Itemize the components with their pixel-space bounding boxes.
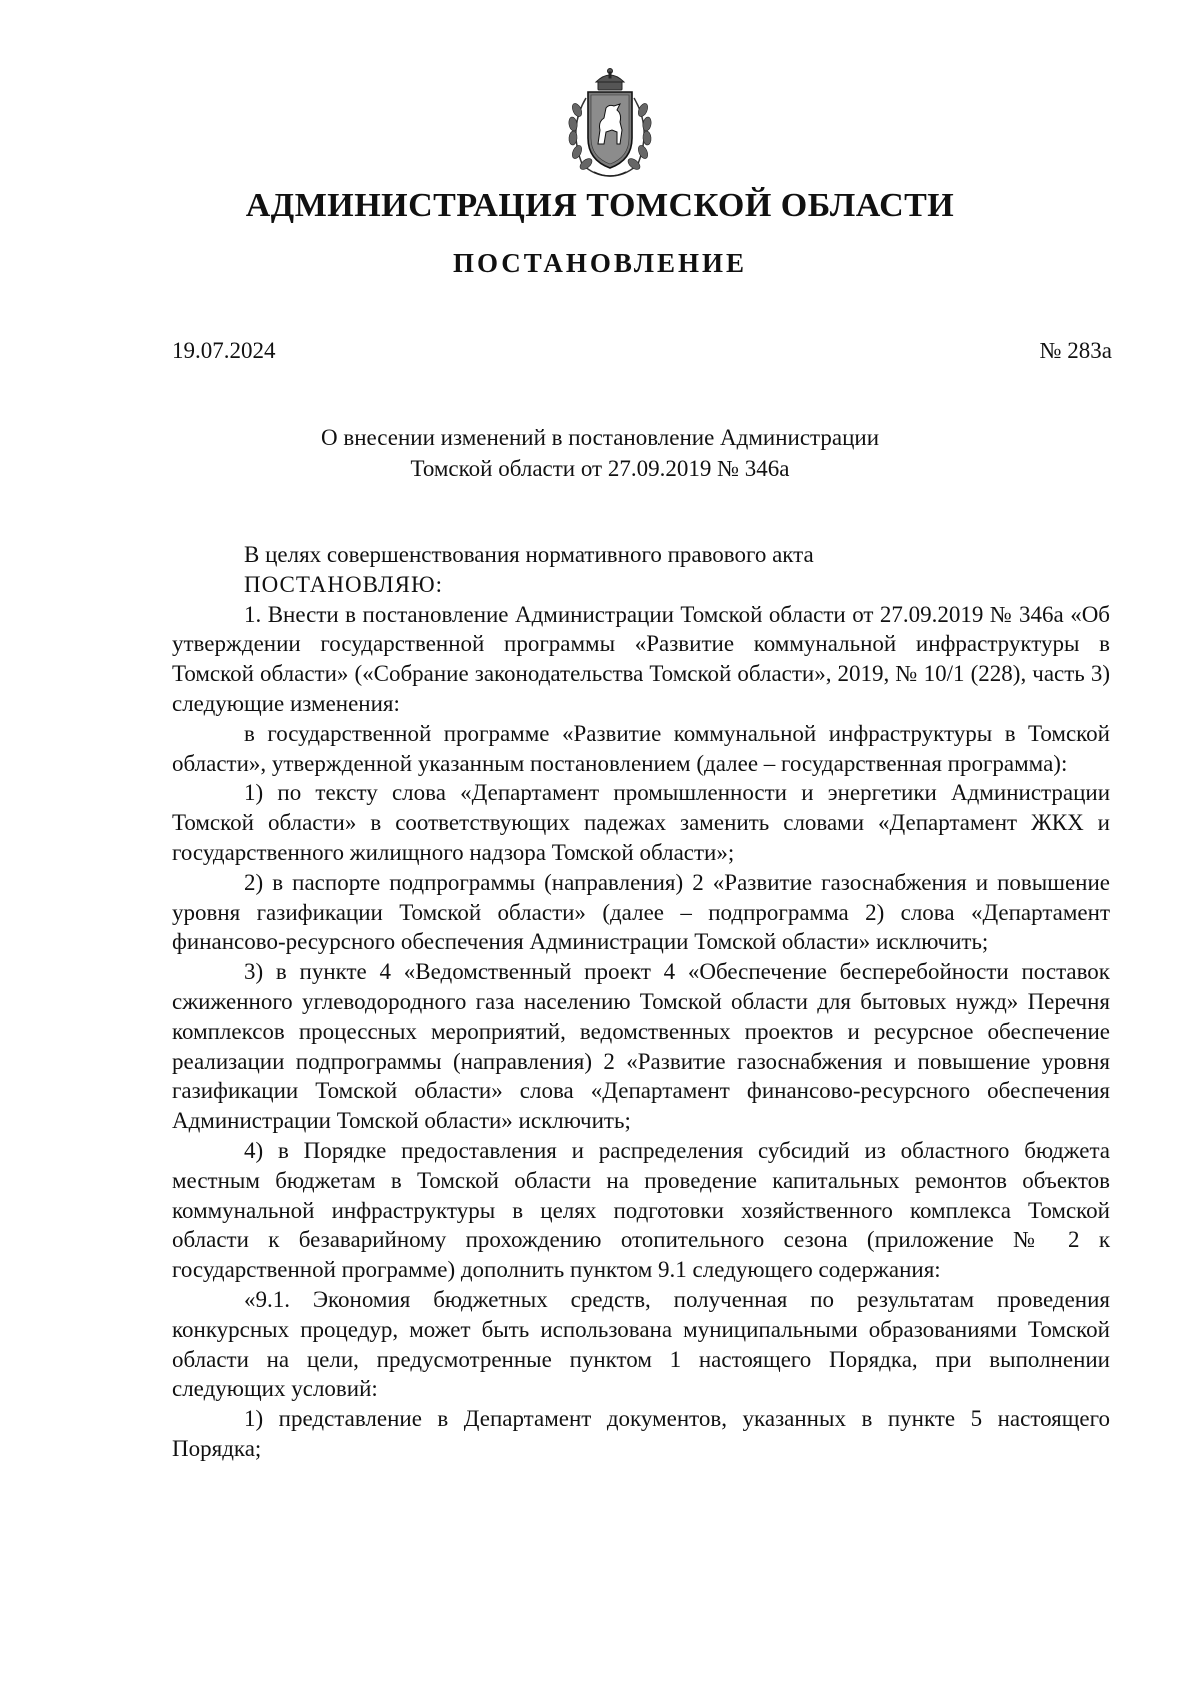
subject-line: О внесении изменений в постановление Администрации	[320, 425, 880, 450]
body-paragraph: в государственной программе «Развитие коммунальной инфраструктуры в Томской области», утвержденной указанным постановлением (далее – государственная программа):	[172, 720, 1110, 776]
body-paragraph: 1. Внести в постановление Администрации Томской области от 27.09.2019 № 346а «Об утверждении государственной программы «Развитие коммунальной инфраструктуры в Томской области» («Собрание законодательства Томской области», 2019, № 10/1 (228), часть 3) следующие изменения:	[172, 601, 1110, 716]
body-paragraph: «9.1. Экономия бюджетных средств, полученная по результатам проведения конкурсных процедур, может быть использована муниципальными образованиями Томской области на цели, предусмотренные пунктом 1 настоящего Порядка, при выполнении следующих условий:	[172, 1286, 1110, 1402]
body-paragraph: 2) в паспорте подпрограммы (направления) 2 «Развитие газоснабжения и повышение уровня газификации Томской области» (далее – подпрограмма 2) слова «Департамент финансово-ресурсного обеспечения Администрации Томской области» исключить;	[172, 869, 1110, 955]
document-subject	[0, 422, 1200, 484]
decree-word: ПОСТАНОВЛЯЮ:	[244, 571, 444, 597]
body-paragraph: 3) в пункте 4 «Ведомственный проект 4 «Обеспечение бесперебойности поставок сжиженного углеводородного газа населению Томской области для бытовых нужд» Перечня комплексов процессных мероприятий, ведомственных проектов и ресурсное обеспечение реализации подпрограммы (направления) 2 «Развитие газоснабжения и повышение уровня газификации Томской области» слова «Департамент финансово-ресурсного обеспечения Администрации Томской области» исключить;	[172, 959, 1110, 1134]
body-paragraph: 4) в Порядке предоставления и распределения субсидий из областного бюджета местным бюджетам в Томской области на проведение капитальных ремонтов объектов коммунальной инфраструктуры в целях подготовки хозяйственного комплекса Томской области к безаварийному прохождению отопительного сезона (приложение № 2 к государственной программе) дополнить пунктом 9.1 следующего содержания:	[172, 1137, 1110, 1283]
intro-paragraph: В целях совершенствования нормативного правового акта	[244, 542, 814, 567]
document-type-heading: ПОСТАНОВЛЕНИЕ	[452, 248, 748, 278]
document-number: № 283а	[1039, 338, 1112, 363]
document-date: 19.07.2024	[172, 338, 276, 363]
coat-of-arms-icon	[560, 68, 660, 180]
body-paragraph: 1) по тексту слова «Департамент промышленности и энергетики Администрации Томской области» в соответствующих падежах заменить словами «Департамент ЖКХ и государственного жилищного надзора Томской области»;	[172, 780, 1110, 865]
body-paragraph: 1) представление в Департамент документов, указанных в пункте 5 настоящего Порядка;	[172, 1406, 1110, 1461]
organization-title: АДМИНИСТРАЦИЯ ТОМСКОЙ ОБЛАСТИ	[245, 187, 955, 224]
subject-line: Томской области от 27.09.2019 № 346а	[410, 456, 790, 481]
document-body	[172, 540, 1110, 1464]
